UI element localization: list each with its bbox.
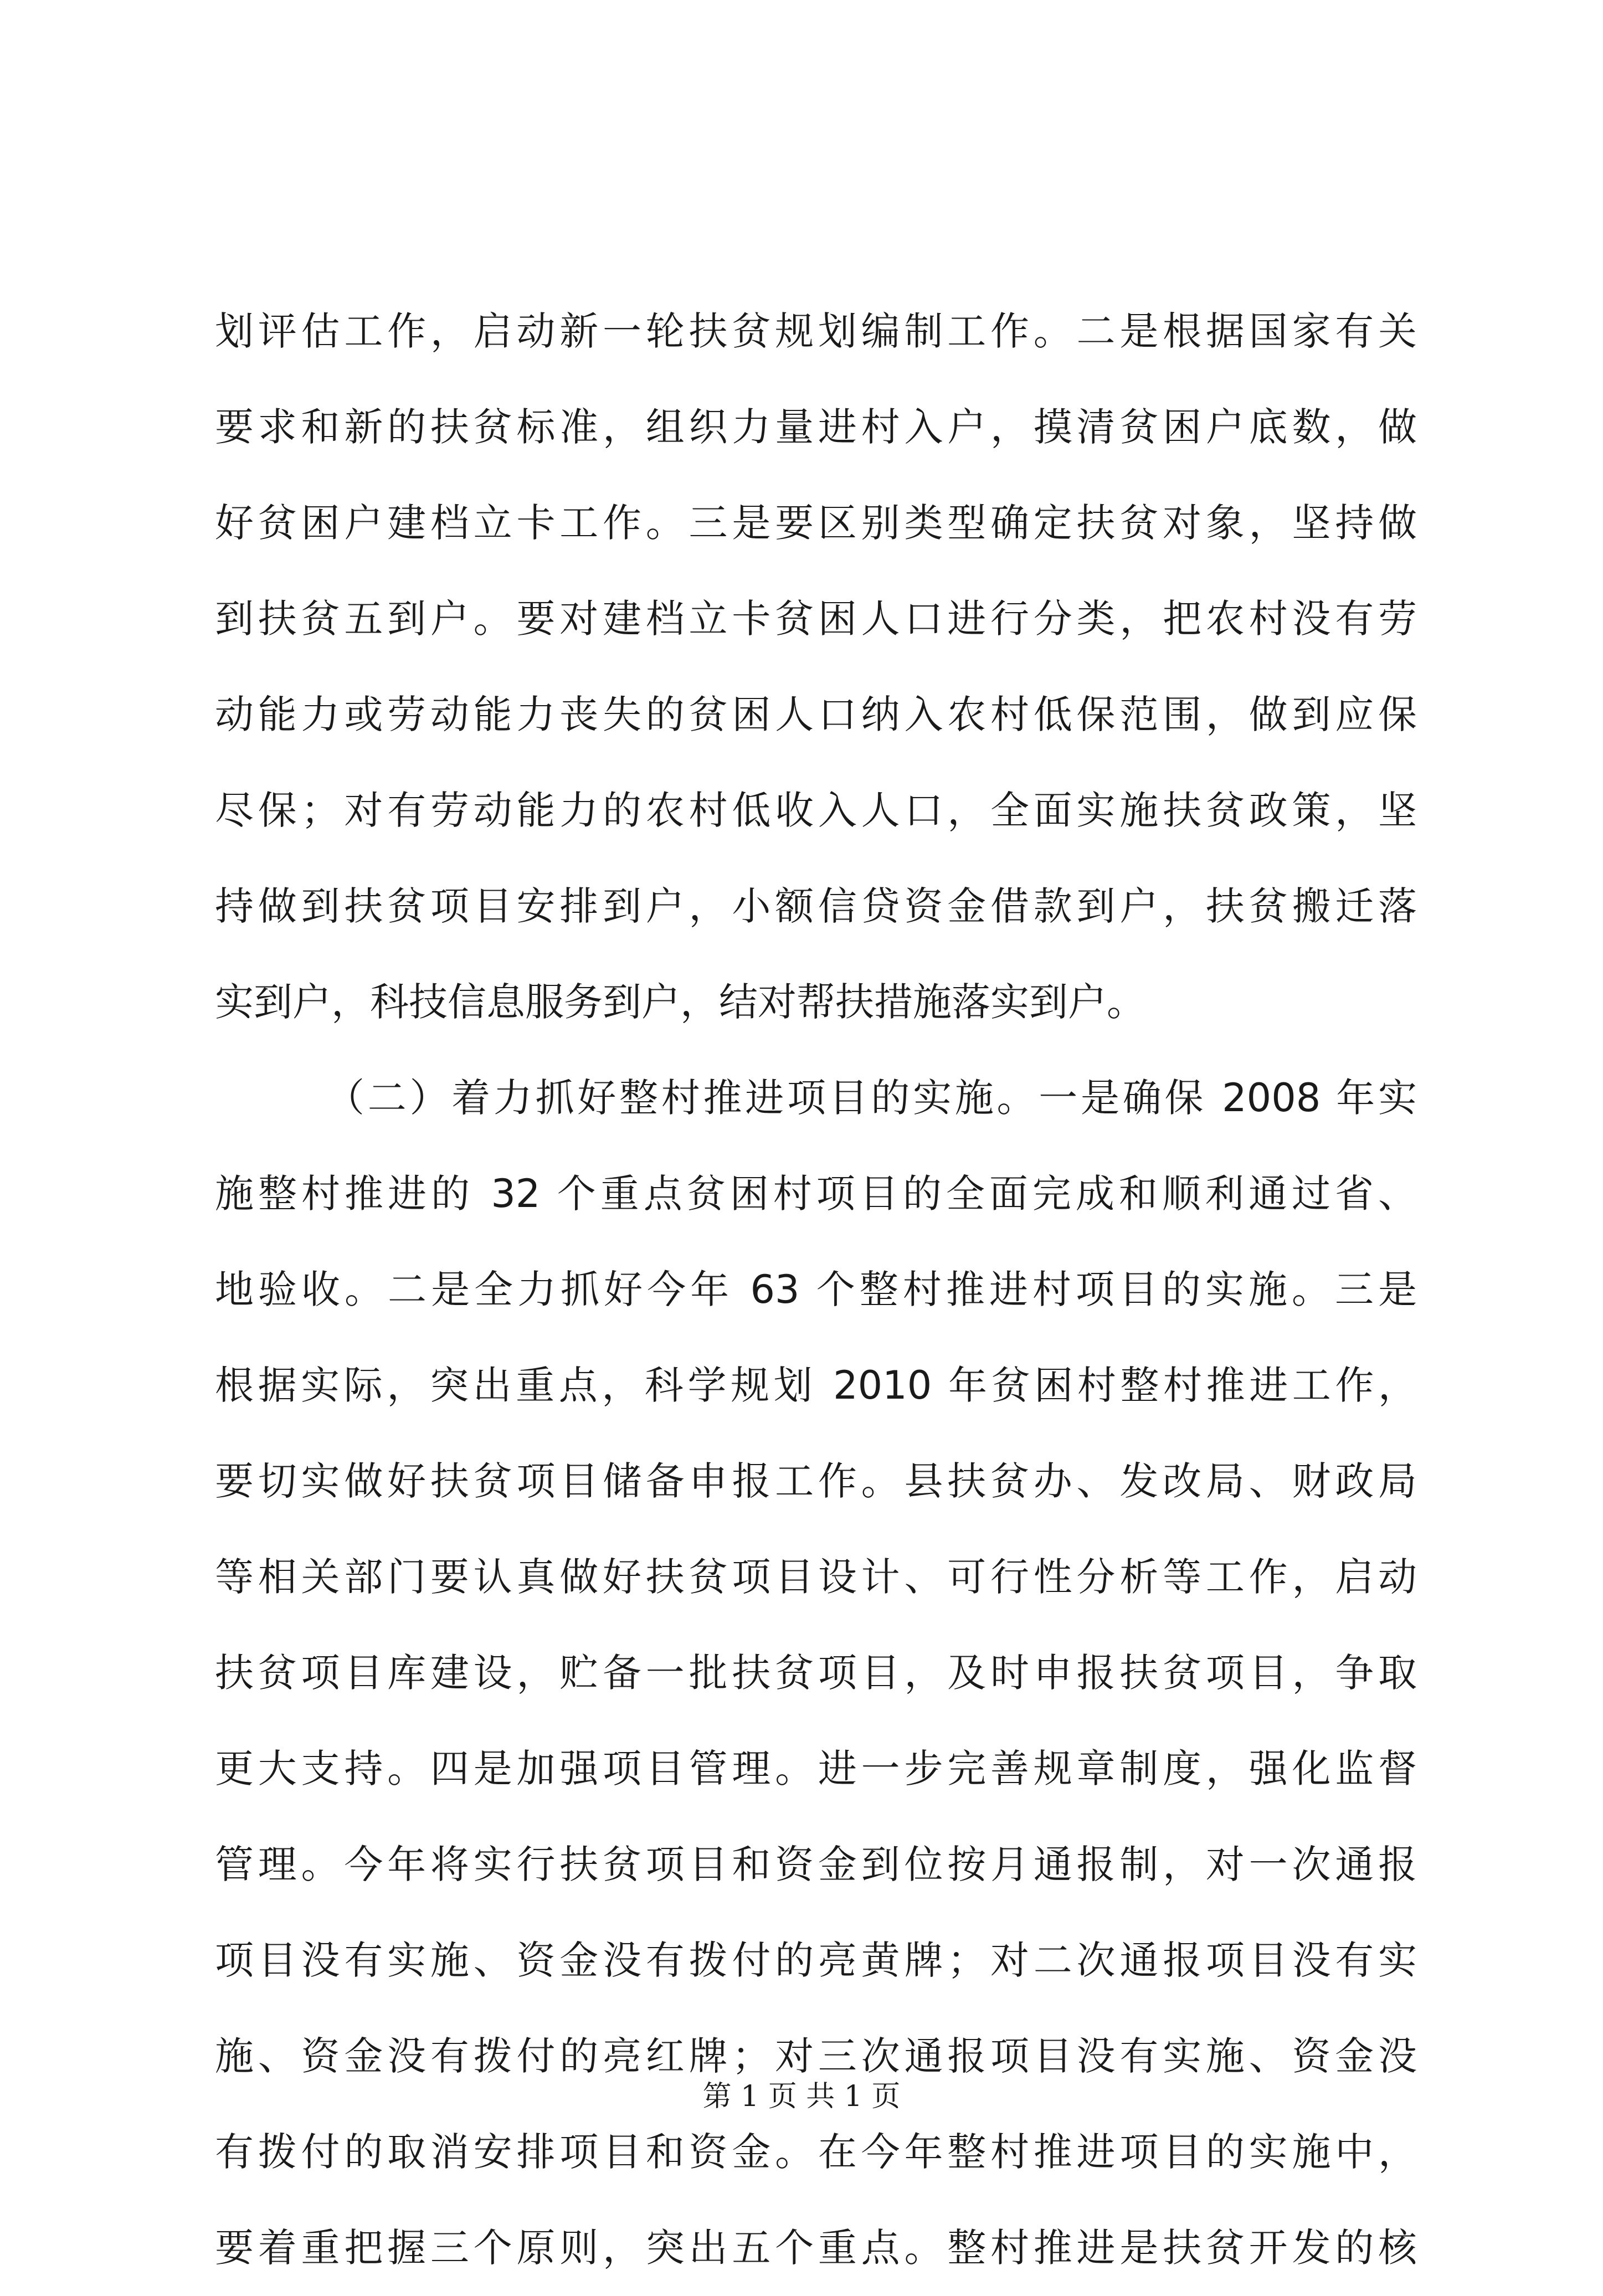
text-line-20: 有拨付的取消安排项目和资金。在今年整村推进项目的实施中， <box>215 2129 1417 2175</box>
text-line-17: 管理。今年将实行扶贫项目和资金到位按月通报制，对一次通报 <box>215 1842 1417 1887</box>
text-line-21: 要着重把握三个原则，突出五个重点。整村推进是扶贫开发的核 <box>215 2225 1417 2271</box>
text-line-3: 好贫困户建档立卡工作。三是要区别类型确定扶贫对象，坚持做 <box>215 500 1417 546</box>
body-text <box>215 284 1417 2296</box>
text-line-18: 项目没有实施、资金没有拨付的亮黄牌；对二次通报项目没有实 <box>215 1938 1417 1983</box>
text-line-5: 动能力或劳动能力丧失的贫困人口纳入农村低保范围，做到应保 <box>215 692 1417 737</box>
text-line-7: 持做到扶贫项目安排到户，小额信贷资金借款到户，扶贫搬迁落 <box>215 884 1417 929</box>
text-line-16: 更大支持。四是加强项目管理。进一步完善规章制度，强化监督 <box>215 1746 1417 1791</box>
text-line-6: 尽保；对有劳动能力的农村低收入人口，全面实施扶贫政策，坚 <box>215 788 1417 833</box>
page-footer: 第 1 页 共 1 页 <box>702 2080 901 2113</box>
text-line-1: 划评估工作，启动新一轮扶贫规划编制工作。二是根据国家有关 <box>215 309 1417 354</box>
text-line-15: 扶贫项目库建设，贮备一批扶贫项目，及时申报扶贫项目，争取 <box>215 1650 1417 1696</box>
text-line-2: 要求和新的扶贫标准，组织力量进村入户，摸清贫困户底数，做 <box>215 404 1417 450</box>
text-line-8: 实到户，科技信息服务到户，结对帮扶措施落实到户。 <box>215 979 1145 1025</box>
text-line-4: 到扶贫五到户。要对建档立卡贫困人口进行分类，把农村没有劳 <box>215 596 1417 641</box>
text-line-14: 等相关部门要认真做好扶贫项目设计、可行性分析等工作，启动 <box>215 1554 1417 1600</box>
text-line-13: 要切实做好扶贫项目储备申报工作。县扶贫办、发改局、财政局 <box>215 1458 1417 1504</box>
text-line-10: 施整村推进的 32 个重点贫困村项目的全面完成和顺利通过省、 <box>215 1171 1417 1216</box>
text-line-12: 根据实际，突出重点，科学规划 2010 年贫困村整村推进工作， <box>215 1363 1417 1408</box>
text-line-19: 施、资金没有拨付的亮红牌；对三次通报项目没有实施、资金没 <box>215 2033 1417 2079</box>
text-line-11: 地验收。二是全力抓好今年 63 个整村推进村项目的实施。三是 <box>215 1267 1417 1312</box>
text-line-9: （二）着力抓好整村推进项目的实施。一是确保 2008 年实 <box>326 1075 1417 1121</box>
